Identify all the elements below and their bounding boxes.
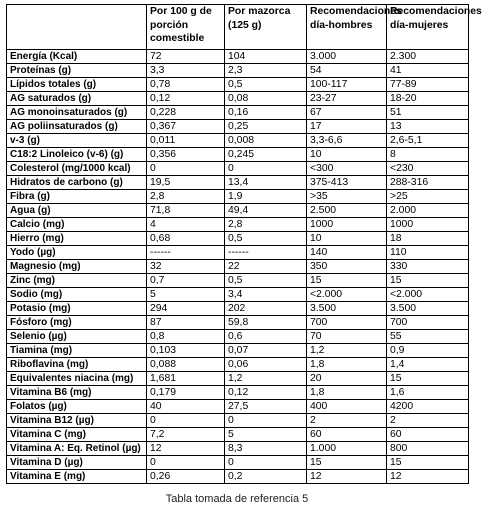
value-per-cob: 13,4 bbox=[225, 176, 307, 190]
value-per-cob: 49,4 bbox=[225, 204, 307, 218]
nutrient-name: Selenio (µg) bbox=[7, 330, 147, 344]
table-row bbox=[7, 246, 469, 260]
nutrient-name: Riboflavina (mg) bbox=[7, 358, 147, 372]
nutrient-name: Proteínas (g) bbox=[7, 64, 147, 78]
value-per-cob: 0,2 bbox=[225, 470, 307, 484]
value-per-100g: 2,8 bbox=[147, 190, 225, 204]
table-row bbox=[7, 400, 469, 414]
value-recommendation-men: 3.000 bbox=[307, 50, 387, 64]
table-row bbox=[7, 302, 469, 316]
header-recommendation-men: Recomendaciones día-hombres bbox=[307, 5, 387, 50]
table-row bbox=[7, 386, 469, 400]
value-recommendation-women: 2.000 bbox=[387, 204, 469, 218]
header-per-100g: Por 100 g de porción comestible bbox=[147, 5, 225, 50]
value-recommendation-women: 2,6-5,1 bbox=[387, 134, 469, 148]
table-row bbox=[7, 260, 469, 274]
value-recommendation-women: 2.300 bbox=[387, 50, 469, 64]
nutrient-name: Potasio (mg) bbox=[7, 302, 147, 316]
value-per-100g: 4 bbox=[147, 218, 225, 232]
table-row bbox=[7, 134, 469, 148]
value-per-100g: 0,12 bbox=[147, 92, 225, 106]
value-recommendation-women: 4200 bbox=[387, 400, 469, 414]
value-per-100g: 0,68 bbox=[147, 232, 225, 246]
value-per-cob: 3,4 bbox=[225, 288, 307, 302]
value-recommendation-men: 70 bbox=[307, 330, 387, 344]
value-per-100g: 0,356 bbox=[147, 148, 225, 162]
value-per-100g: 0,103 bbox=[147, 344, 225, 358]
value-recommendation-men: 60 bbox=[307, 428, 387, 442]
value-recommendation-men: 15 bbox=[307, 274, 387, 288]
value-per-cob: 0,16 bbox=[225, 106, 307, 120]
nutrient-name: Hidratos de carbono (g) bbox=[7, 176, 147, 190]
value-per-100g: 0,7 bbox=[147, 274, 225, 288]
value-per-100g: 3,3 bbox=[147, 64, 225, 78]
value-per-100g: 32 bbox=[147, 260, 225, 274]
table-row bbox=[7, 442, 469, 456]
value-recommendation-men: 3.500 bbox=[307, 302, 387, 316]
value-recommendation-women: <2.000 bbox=[387, 288, 469, 302]
value-per-cob: 1,9 bbox=[225, 190, 307, 204]
nutrient-name: Tiamina (mg) bbox=[7, 344, 147, 358]
value-per-cob: 0,008 bbox=[225, 134, 307, 148]
value-recommendation-women: 55 bbox=[387, 330, 469, 344]
value-recommendation-men: 2 bbox=[307, 414, 387, 428]
value-recommendation-women: 330 bbox=[387, 260, 469, 274]
table-row bbox=[7, 274, 469, 288]
table-row bbox=[7, 120, 469, 134]
value-recommendation-men: 350 bbox=[307, 260, 387, 274]
value-per-100g: 0 bbox=[147, 162, 225, 176]
value-recommendation-men: 1,8 bbox=[307, 358, 387, 372]
value-per-100g: 1,681 bbox=[147, 372, 225, 386]
value-recommendation-women: 2 bbox=[387, 414, 469, 428]
nutrient-name: Folatos (µg) bbox=[7, 400, 147, 414]
value-per-100g: 7,2 bbox=[147, 428, 225, 442]
table-row bbox=[7, 232, 469, 246]
value-per-100g: 40 bbox=[147, 400, 225, 414]
nutrient-name: AG poliinsaturados (g) bbox=[7, 120, 147, 134]
value-recommendation-women: 8 bbox=[387, 148, 469, 162]
value-recommendation-women: 60 bbox=[387, 428, 469, 442]
value-per-100g: 0,8 bbox=[147, 330, 225, 344]
value-per-100g: 0,228 bbox=[147, 106, 225, 120]
value-per-cob: 0,6 bbox=[225, 330, 307, 344]
nutrient-name: Energía (Kcal) bbox=[7, 50, 147, 64]
value-recommendation-men: 400 bbox=[307, 400, 387, 414]
nutrient-name: AG monoinsaturados (g) bbox=[7, 106, 147, 120]
value-recommendation-men: 23-27 bbox=[307, 92, 387, 106]
table-row bbox=[7, 50, 469, 64]
value-per-cob: 104 bbox=[225, 50, 307, 64]
value-per-cob: ------ bbox=[225, 246, 307, 260]
value-recommendation-women: 15 bbox=[387, 372, 469, 386]
nutrient-name: Vitamina B6 (mg) bbox=[7, 386, 147, 400]
value-recommendation-women: 51 bbox=[387, 106, 469, 120]
value-recommendation-women: 1,6 bbox=[387, 386, 469, 400]
value-per-100g: 0,26 bbox=[147, 470, 225, 484]
value-recommendation-men: 1,8 bbox=[307, 386, 387, 400]
nutrient-name: Vitamina B12 (µg) bbox=[7, 414, 147, 428]
nutrient-name: Colesterol (mg/1000 kcal) bbox=[7, 162, 147, 176]
value-per-cob: 0,5 bbox=[225, 78, 307, 92]
value-per-100g: 294 bbox=[147, 302, 225, 316]
table-row bbox=[7, 316, 469, 330]
table-row bbox=[7, 470, 469, 484]
value-per-cob: 5 bbox=[225, 428, 307, 442]
value-per-cob: 8,3 bbox=[225, 442, 307, 456]
value-per-cob: 0 bbox=[225, 414, 307, 428]
value-per-cob: 27,5 bbox=[225, 400, 307, 414]
value-recommendation-men: 15 bbox=[307, 456, 387, 470]
value-per-100g: 5 bbox=[147, 288, 225, 302]
header-nutrient bbox=[7, 5, 147, 50]
value-recommendation-women: 1000 bbox=[387, 218, 469, 232]
table-row bbox=[7, 414, 469, 428]
value-recommendation-men: 375-413 bbox=[307, 176, 387, 190]
table-row bbox=[7, 190, 469, 204]
value-recommendation-men: 20 bbox=[307, 372, 387, 386]
nutrient-name: Agua (g) bbox=[7, 204, 147, 218]
value-recommendation-men: 100-117 bbox=[307, 78, 387, 92]
value-recommendation-men: >35 bbox=[307, 190, 387, 204]
header-per-cob: Por mazorca (125 g) bbox=[225, 5, 307, 50]
value-per-cob: 59,8 bbox=[225, 316, 307, 330]
nutrient-name: Equivalentes niacina (mg) bbox=[7, 372, 147, 386]
value-recommendation-women: 288-316 bbox=[387, 176, 469, 190]
value-per-100g: 72 bbox=[147, 50, 225, 64]
value-recommendation-women: 3.500 bbox=[387, 302, 469, 316]
table-row bbox=[7, 428, 469, 442]
table-row bbox=[7, 92, 469, 106]
value-per-cob: 0 bbox=[225, 162, 307, 176]
value-recommendation-women: 110 bbox=[387, 246, 469, 260]
value-per-cob: 0,5 bbox=[225, 274, 307, 288]
value-per-100g: 19,5 bbox=[147, 176, 225, 190]
value-per-100g: 0,088 bbox=[147, 358, 225, 372]
value-recommendation-women: 13 bbox=[387, 120, 469, 134]
value-per-cob: 0,5 bbox=[225, 232, 307, 246]
table-row bbox=[7, 372, 469, 386]
nutrient-name: AG saturados (g) bbox=[7, 92, 147, 106]
value-recommendation-women: >25 bbox=[387, 190, 469, 204]
value-per-100g: 0 bbox=[147, 456, 225, 470]
value-per-cob: 0,07 bbox=[225, 344, 307, 358]
value-recommendation-men: 700 bbox=[307, 316, 387, 330]
table-caption: Tabla tomada de referencia 5 bbox=[165, 493, 309, 505]
nutrient-name: Calcio (mg) bbox=[7, 218, 147, 232]
nutrient-name: Zinc (mg) bbox=[7, 274, 147, 288]
value-recommendation-women: 77-89 bbox=[387, 78, 469, 92]
value-recommendation-men: <300 bbox=[307, 162, 387, 176]
value-recommendation-men: 1,2 bbox=[307, 344, 387, 358]
value-recommendation-men: 2.500 bbox=[307, 204, 387, 218]
value-recommendation-women: 700 bbox=[387, 316, 469, 330]
value-per-100g: 0,78 bbox=[147, 78, 225, 92]
table-row bbox=[7, 148, 469, 162]
table-row bbox=[7, 218, 469, 232]
value-recommendation-women: 1,4 bbox=[387, 358, 469, 372]
header-recommendation-women: Recomendaciones día-mujeres bbox=[387, 5, 469, 50]
nutrient-name: Yodo (µg) bbox=[7, 246, 147, 260]
value-recommendation-men: 1000 bbox=[307, 218, 387, 232]
nutrient-name: Sodio (mg) bbox=[7, 288, 147, 302]
nutrient-name: v-3 (g) bbox=[7, 134, 147, 148]
value-per-100g: 71,8 bbox=[147, 204, 225, 218]
nutrient-name: Hierro (mg) bbox=[7, 232, 147, 246]
nutrient-name: Vitamina D (µg) bbox=[7, 456, 147, 470]
value-recommendation-men: 1.000 bbox=[307, 442, 387, 456]
value-recommendation-men: 10 bbox=[307, 148, 387, 162]
value-recommendation-men: 3,3-6,6 bbox=[307, 134, 387, 148]
value-per-100g: 0 bbox=[147, 414, 225, 428]
value-per-100g: 0,367 bbox=[147, 120, 225, 134]
table-row bbox=[7, 204, 469, 218]
table-row bbox=[7, 78, 469, 92]
value-recommendation-women: 12 bbox=[387, 470, 469, 484]
value-per-cob: 0,25 bbox=[225, 120, 307, 134]
table-row bbox=[7, 288, 469, 302]
value-per-cob: 0,245 bbox=[225, 148, 307, 162]
table-row bbox=[7, 344, 469, 358]
value-per-100g: ------ bbox=[147, 246, 225, 260]
value-per-100g: 12 bbox=[147, 442, 225, 456]
value-per-cob: 22 bbox=[225, 260, 307, 274]
value-recommendation-women: 18 bbox=[387, 232, 469, 246]
value-recommendation-women: 15 bbox=[387, 274, 469, 288]
table-row bbox=[7, 64, 469, 78]
value-recommendation-men: 54 bbox=[307, 64, 387, 78]
value-recommendation-women: <230 bbox=[387, 162, 469, 176]
value-recommendation-men: <2.000 bbox=[307, 288, 387, 302]
value-per-cob: 2,8 bbox=[225, 218, 307, 232]
value-per-cob: 0,06 bbox=[225, 358, 307, 372]
table-row bbox=[7, 106, 469, 120]
value-recommendation-women: 800 bbox=[387, 442, 469, 456]
value-per-cob: 1,2 bbox=[225, 372, 307, 386]
value-per-100g: 0,179 bbox=[147, 386, 225, 400]
table-body bbox=[7, 50, 469, 484]
value-per-100g: 0,011 bbox=[147, 134, 225, 148]
value-recommendation-women: 15 bbox=[387, 456, 469, 470]
value-per-cob: 2,3 bbox=[225, 64, 307, 78]
value-recommendation-men: 17 bbox=[307, 120, 387, 134]
nutrient-name: Vitamina A: Eq. Retinol (µg) bbox=[7, 442, 147, 456]
nutrient-name: Vitamina E (mg) bbox=[7, 470, 147, 484]
nutrient-name: Magnesio (mg) bbox=[7, 260, 147, 274]
nutrient-name: Fibra (g) bbox=[7, 190, 147, 204]
value-per-100g: 87 bbox=[147, 316, 225, 330]
value-per-cob: 0 bbox=[225, 456, 307, 470]
table-row bbox=[7, 358, 469, 372]
value-recommendation-men: 10 bbox=[307, 232, 387, 246]
table-header-row bbox=[7, 5, 469, 50]
nutrient-name: Lípidos totales (g) bbox=[7, 78, 147, 92]
table-row bbox=[7, 456, 469, 470]
value-recommendation-men: 67 bbox=[307, 106, 387, 120]
value-recommendation-women: 18-20 bbox=[387, 92, 469, 106]
table-row bbox=[7, 176, 469, 190]
value-recommendation-women: 0,9 bbox=[387, 344, 469, 358]
value-per-cob: 0,08 bbox=[225, 92, 307, 106]
nutrient-name: Vitamina C (mg) bbox=[7, 428, 147, 442]
nutrient-name: C18:2 Linoleico (v-6) (g) bbox=[7, 148, 147, 162]
nutrition-table bbox=[6, 4, 482, 484]
value-per-cob: 0,12 bbox=[225, 386, 307, 400]
value-recommendation-women: 41 bbox=[387, 64, 469, 78]
value-recommendation-men: 140 bbox=[307, 246, 387, 260]
nutrient-name: Fósforo (mg) bbox=[7, 316, 147, 330]
table-row bbox=[7, 330, 469, 344]
table-row bbox=[7, 162, 469, 176]
value-recommendation-men: 12 bbox=[307, 470, 387, 484]
value-per-cob: 202 bbox=[225, 302, 307, 316]
